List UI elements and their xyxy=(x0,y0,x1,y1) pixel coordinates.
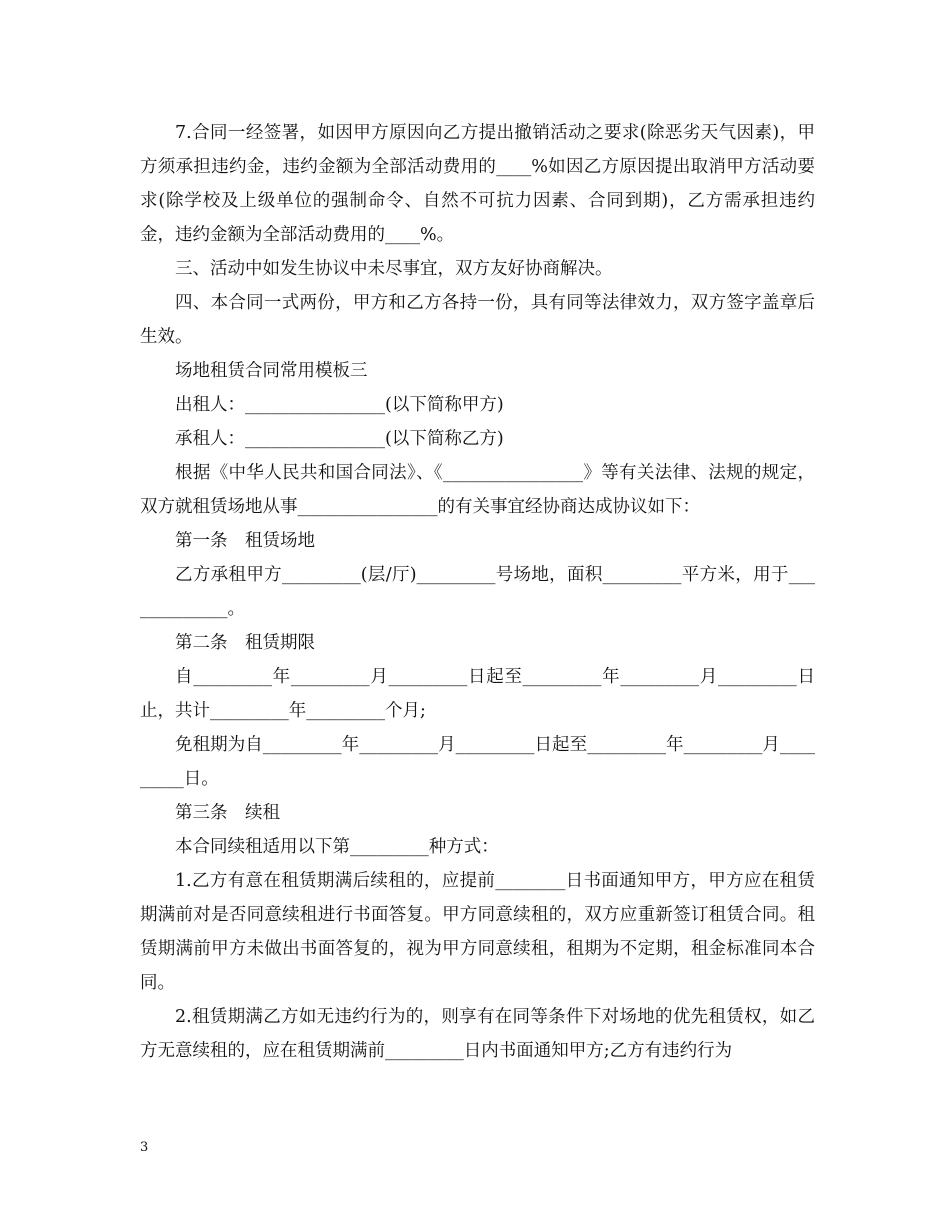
article-three-heading: 第三条 续租 xyxy=(175,803,280,823)
article-one-paragraph: 乙方承租甲方_________(层/厅)_________号场地，面积_________平方米，用于_____________。 xyxy=(140,565,815,619)
legal-basis-paragraph: 根据《中华人民共和国合同法》、《________________》等有关法律、法规的规定，双方就租赁场地从事________________的有关事宜经协商达成协议如下： xyxy=(140,463,815,517)
renewal-option-2-paragraph: 2.租赁期满乙方如无违约行为的，则享有在同等条件下对场地的优先租赁权，如乙方无意续租的，应在租赁期满前_________日内书面通知甲方;乙方有违约行为 xyxy=(140,1007,815,1061)
document-body xyxy=(140,116,815,1068)
lease-term-paragraph: 自_________年_________月_________日起至_________年_________月_________日止，共计_________年_________个月; xyxy=(140,667,815,721)
section-four-paragraph: 四、本合同一式两份，甲方和乙方各持一份，具有同等法律效力，双方签字盖章后生效。 xyxy=(140,293,815,347)
lessee-line: 承租人：________________(以下简称乙方) xyxy=(175,429,504,449)
renewal-option-1-paragraph: 1.乙方有意在租赁期满后续租的，应提前________日书面通知甲方，甲方应在租赁期满前对是否同意续租进行书面答复。甲方同意续租的，双方应重新签订租赁合同。租赁期满前甲方未做出书面答复的，视为甲方同意续租，租期为不定期，租金标准同本合同。 xyxy=(140,871,815,993)
article-one-heading: 第一条 租赁场地 xyxy=(175,531,315,551)
lessor-line: 出租人：________________(以下简称甲方) xyxy=(175,395,504,415)
renewal-method-paragraph: 本合同续租适用以下第_________种方式： xyxy=(175,837,499,857)
template-title: 场地租赁合同常用模板三 xyxy=(175,361,368,381)
rent-free-period-paragraph: 免租期为自_________年_________月_________日起至_________年_________月_________日。 xyxy=(140,735,815,789)
section-three-paragraph: 三、活动中如发生协议中未尽事宜，双方友好协商解决。 xyxy=(175,259,613,279)
article-two-heading: 第二条 租赁期限 xyxy=(175,633,315,653)
page-number: 3 xyxy=(140,1140,149,1155)
clause-7-paragraph: 7.合同一经签署，如因甲方原因向乙方提出撤销活动之要求(除恶劣天气因素)，甲方须承担违约金，违约金额为全部活动费用的____%如因乙方原因提出取消甲方活动要求(除学校及上级单位的强制命令、自然不可抗力因素、合同到期)，乙方需承担违约金，违约金额为全部活动费用的____%。 xyxy=(140,123,815,245)
